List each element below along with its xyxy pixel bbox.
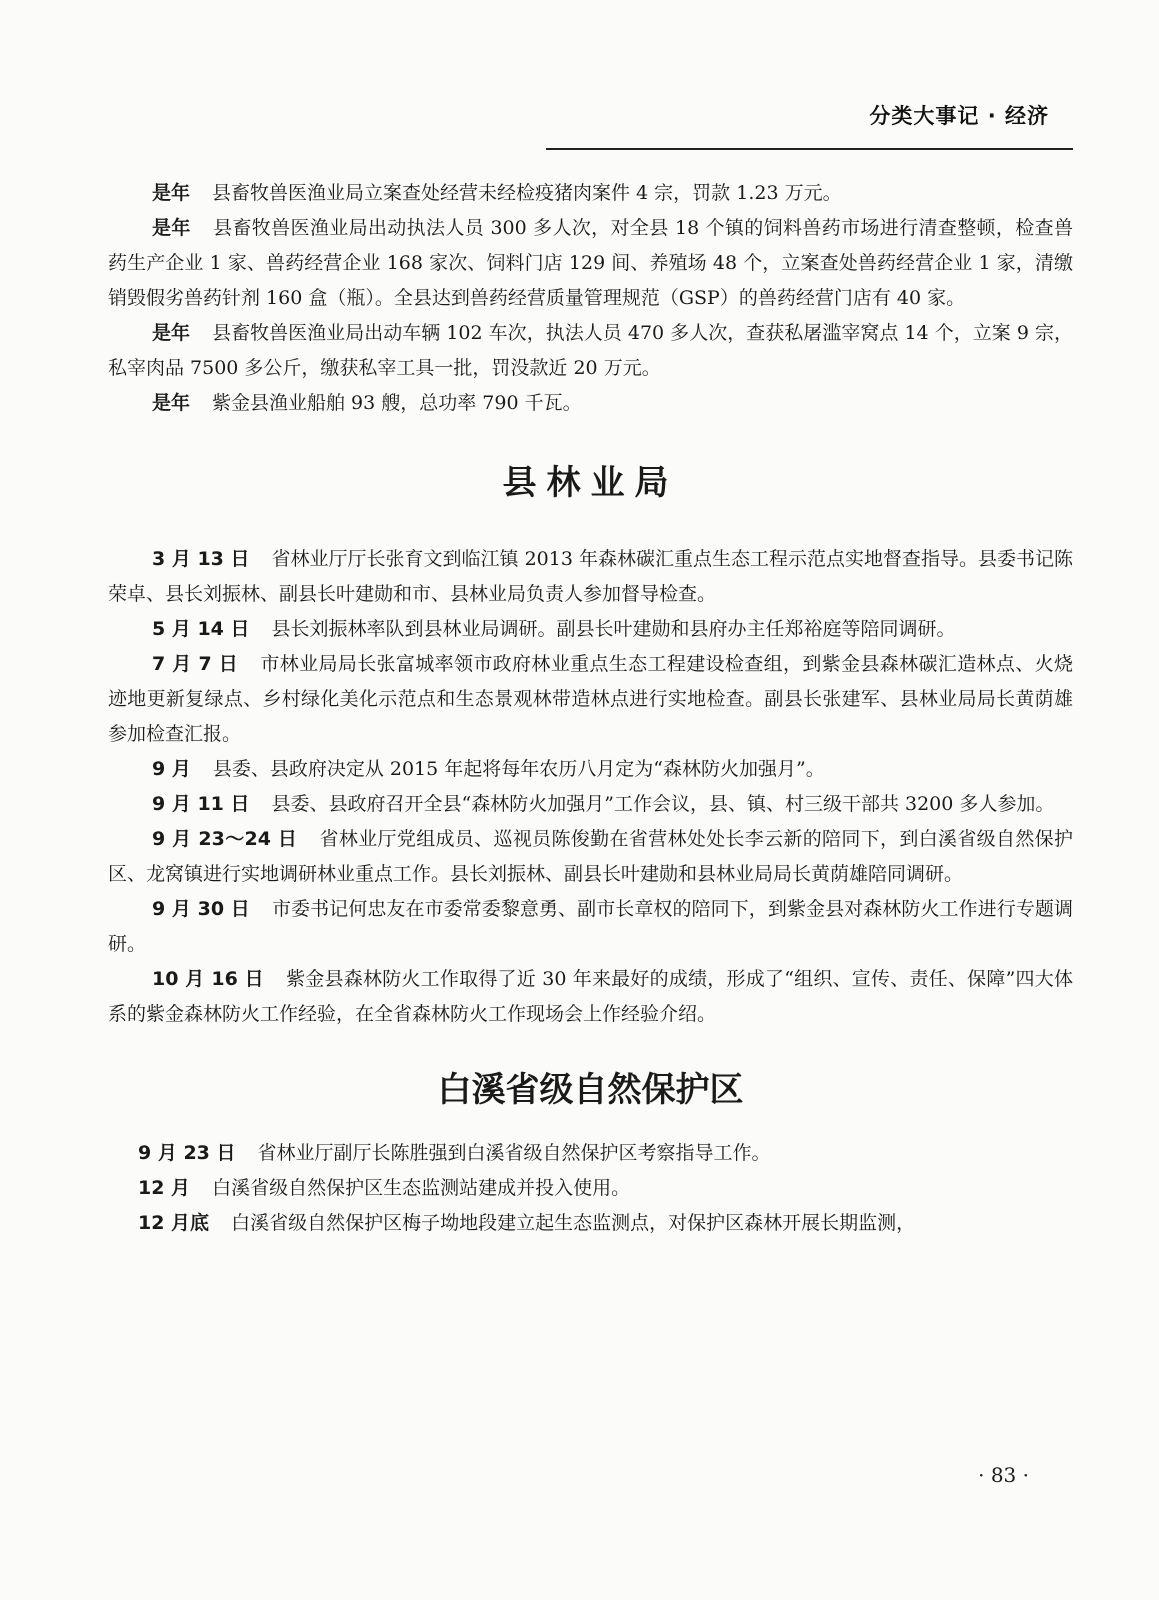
- entry-text: 白溪省级自然保护区生态监测站建成并投入使用。: [212, 1177, 631, 1199]
- entry-text: 省林业厅副厅长陈胜强到白溪省级自然保护区考察指导工作。: [257, 1142, 771, 1164]
- entry: [108, 962, 1073, 1032]
- section-title-nature-reserve: 白溪省级自然保护区: [437, 1070, 744, 1110]
- entry: [108, 752, 1073, 787]
- entry-label: 5 月 14 日: [152, 618, 250, 640]
- header-rule: [546, 148, 1073, 150]
- entry-text: 县畜牧兽医渔业局出动执法人员 300 多人次，对全县 18 个镇的饲料兽药市场进行清查整顿，检查兽药生产企业 1 家、兽药经营企业 168 家次、饲料门店 129 间、养殖场 48 个，立案查处兽药经营企业 1 家，清缴销毁假劣兽药针剂 160 盒（瓶）。全县达到兽药经营质量管理规范（GSP）的兽药经营门店有 40 家。: [108, 217, 1073, 309]
- running-header: 分类大事记 · 经济: [869, 104, 1049, 128]
- entry: [108, 542, 1073, 612]
- entry-label: 9 月 23 日: [138, 1142, 236, 1164]
- page-number: · 83 ·: [978, 1463, 1029, 1487]
- entry-text: 市林业局局长张富城率领市政府林业重点生态工程建设检查组，到紫金县森林碳汇造林点、火烧迹地更新复绿点、乡村绿化美化示范点和生态景观林带造林点进行实地检查。副县长张建军、县林业局局长黄荫雄参加检查汇报。: [108, 653, 1073, 745]
- entry-label: 3 月 13 日: [152, 548, 250, 570]
- entry-label: 12 月: [138, 1177, 191, 1199]
- entry-text: 县委、县政府召开全县“森林防火加强月”工作会议，县、镇、村三级干部共 3200 多人参加。: [271, 793, 1055, 815]
- entry-text: 县畜牧兽医渔业局出动车辆 102 车次，执法人员 470 多人次，查获私屠滥宰窝点 14 个，立案 9 宗，私宰肉品 7500 多公斤，缴获私宰工具一批，罚没款近 20 万元。: [108, 322, 1073, 379]
- entry-label: 10 月 16 日: [152, 968, 264, 990]
- entry-label: 9 月 23～24 日: [152, 828, 298, 850]
- entry-label: 9 月: [152, 758, 191, 780]
- entry-label: 9 月 11 日: [152, 793, 250, 815]
- entry: [108, 386, 1073, 421]
- entry-label: 是年: [152, 182, 191, 204]
- page-content: [108, 176, 1073, 1241]
- entry-text: 县委、县政府决定从 2015 年起将每年农历八月定为“森林防火加强月”。: [212, 758, 825, 780]
- entry-text: 紫金县森林防火工作取得了近 30 年来最好的成绩，形成了“组织、宣传、责任、保障”四大体系的紫金森林防火工作经验，在全省森林防火工作现场会上作经验介绍。: [108, 968, 1073, 1025]
- entry: [108, 647, 1073, 752]
- entry-label: 9 月 30 日: [152, 898, 250, 920]
- entry-text: 紫金县渔业船舶 93 艘，总功率 790 千瓦。: [212, 392, 582, 414]
- entry-text: 县长刘振林率队到县林业局调研。副县长叶建勋和县府办主任郑裕庭等陪同调研。: [271, 618, 956, 640]
- entry: [108, 787, 1073, 822]
- entry: [108, 612, 1073, 647]
- entry-text: 省林业厅党组成员、巡视员陈俊勤在省营林处处长李云新的陪同下，到白溪省级自然保护区、龙窝镇进行实地调研林业重点工作。县长刘振林、副县长叶建勋和县林业局局长黄荫雄陪同调研。: [108, 828, 1073, 885]
- entry: [108, 1206, 1073, 1241]
- entry-label: 是年: [152, 392, 191, 414]
- entry: [108, 822, 1073, 892]
- entry-label: 是年: [152, 322, 191, 344]
- entry: [108, 1136, 1073, 1171]
- entry: [108, 176, 1073, 211]
- entry-text: 市委书记何忠友在市委常委黎意勇、副市长章权的陪同下，到紫金县对森林防火工作进行专题调研。: [108, 898, 1073, 955]
- section-nature-reserve: [108, 1136, 1073, 1241]
- section-livestock: [108, 176, 1073, 421]
- entry-label: 7 月 7 日: [152, 653, 239, 675]
- entry: [108, 211, 1073, 316]
- entry-text: 省林业厅厅长张育文到临江镇 2013 年森林碳汇重点生态工程示范点实地督查指导。县委书记陈荣卓、县长刘振林、副县长叶建勋和市、县林业局负责人参加督导检查。: [108, 548, 1073, 605]
- section-title-forestry-bureau: 县林业局: [502, 463, 679, 503]
- entry: [108, 316, 1073, 386]
- entry: [108, 892, 1073, 962]
- entry-text: 县畜牧兽医渔业局立案查处经营未经检疫猪肉案件 4 宗，罚款 1.23 万元。: [212, 182, 842, 204]
- entry-label: 是年: [152, 217, 191, 239]
- entry: [108, 1171, 1073, 1206]
- section-forestry-bureau: [108, 542, 1073, 1032]
- entry-text: 白溪省级自然保护区梅子坳地段建立起生态监测点，对保护区森林开展长期监测，: [231, 1212, 916, 1234]
- entry-label: 12 月底: [138, 1212, 210, 1234]
